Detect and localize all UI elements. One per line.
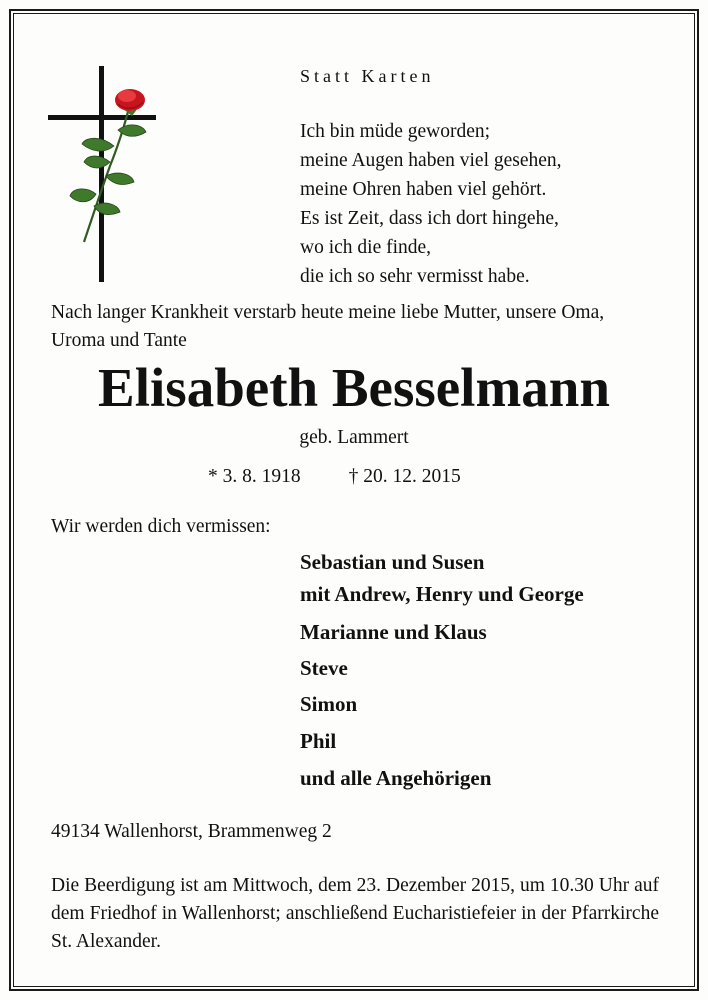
mourner-entry: mit Andrew, Henry und George — [300, 582, 584, 606]
poem-line: meine Ohren haben viel gehört. — [300, 179, 547, 200]
birth-date: * 3. 8. 1918 — [208, 466, 301, 487]
mourners-intro: Wir werden dich vermissen: — [51, 516, 271, 537]
cross-vertical-beam — [99, 66, 104, 282]
born-name: geb. Lammert — [299, 427, 409, 448]
poem-line: wo ich die finde, — [300, 237, 432, 258]
death-date: † 20. 12. 2015 — [348, 466, 461, 487]
mourners-list — [300, 546, 584, 796]
rose-stem — [84, 104, 130, 242]
mourner-entry: Simon — [300, 692, 358, 716]
statt-karten-heading: Statt Karten — [300, 66, 435, 86]
rose-bloom — [115, 89, 145, 116]
cross-with-rose-icon — [48, 66, 158, 282]
funeral-notice: Die Beerdigung ist am Mittwoch, dem 23. Dezember 2015, um 10.30 Uhr auf dem Friedhof in Wallenhorst; anschließend Eucharistiefeier in der Pfarrkirche St. Alexander. — [51, 875, 659, 952]
poem-line: meine Augen haben viel gesehen, — [300, 150, 562, 171]
poem-line: die ich so sehr vermisst habe. — [300, 266, 530, 287]
announcement-intro: Nach langer Krankheit verstarb heute meine liebe Mutter, unsere Oma, Uroma und Tante — [51, 302, 605, 351]
mourner-entry: und alle Angehörigen — [300, 766, 492, 790]
poem — [300, 117, 562, 291]
mourner-entry: Marianne und Klaus — [300, 620, 487, 644]
poem-line: Es ist Zeit, dass ich dort hingehe, — [300, 208, 559, 229]
poem-line: Ich bin müde geworden; — [300, 121, 491, 142]
address: 49134 Wallenhorst, Brammenweg 2 — [51, 821, 332, 842]
mourner-entry: Phil — [300, 729, 337, 753]
life-dates — [208, 466, 461, 488]
mourner-entry: Steve — [300, 656, 348, 680]
mourner-entry: Sebastian und Susen — [300, 550, 485, 574]
deceased-name: Elisabeth Besselmann — [98, 357, 610, 418]
cross-horizontal-beam — [48, 115, 156, 120]
